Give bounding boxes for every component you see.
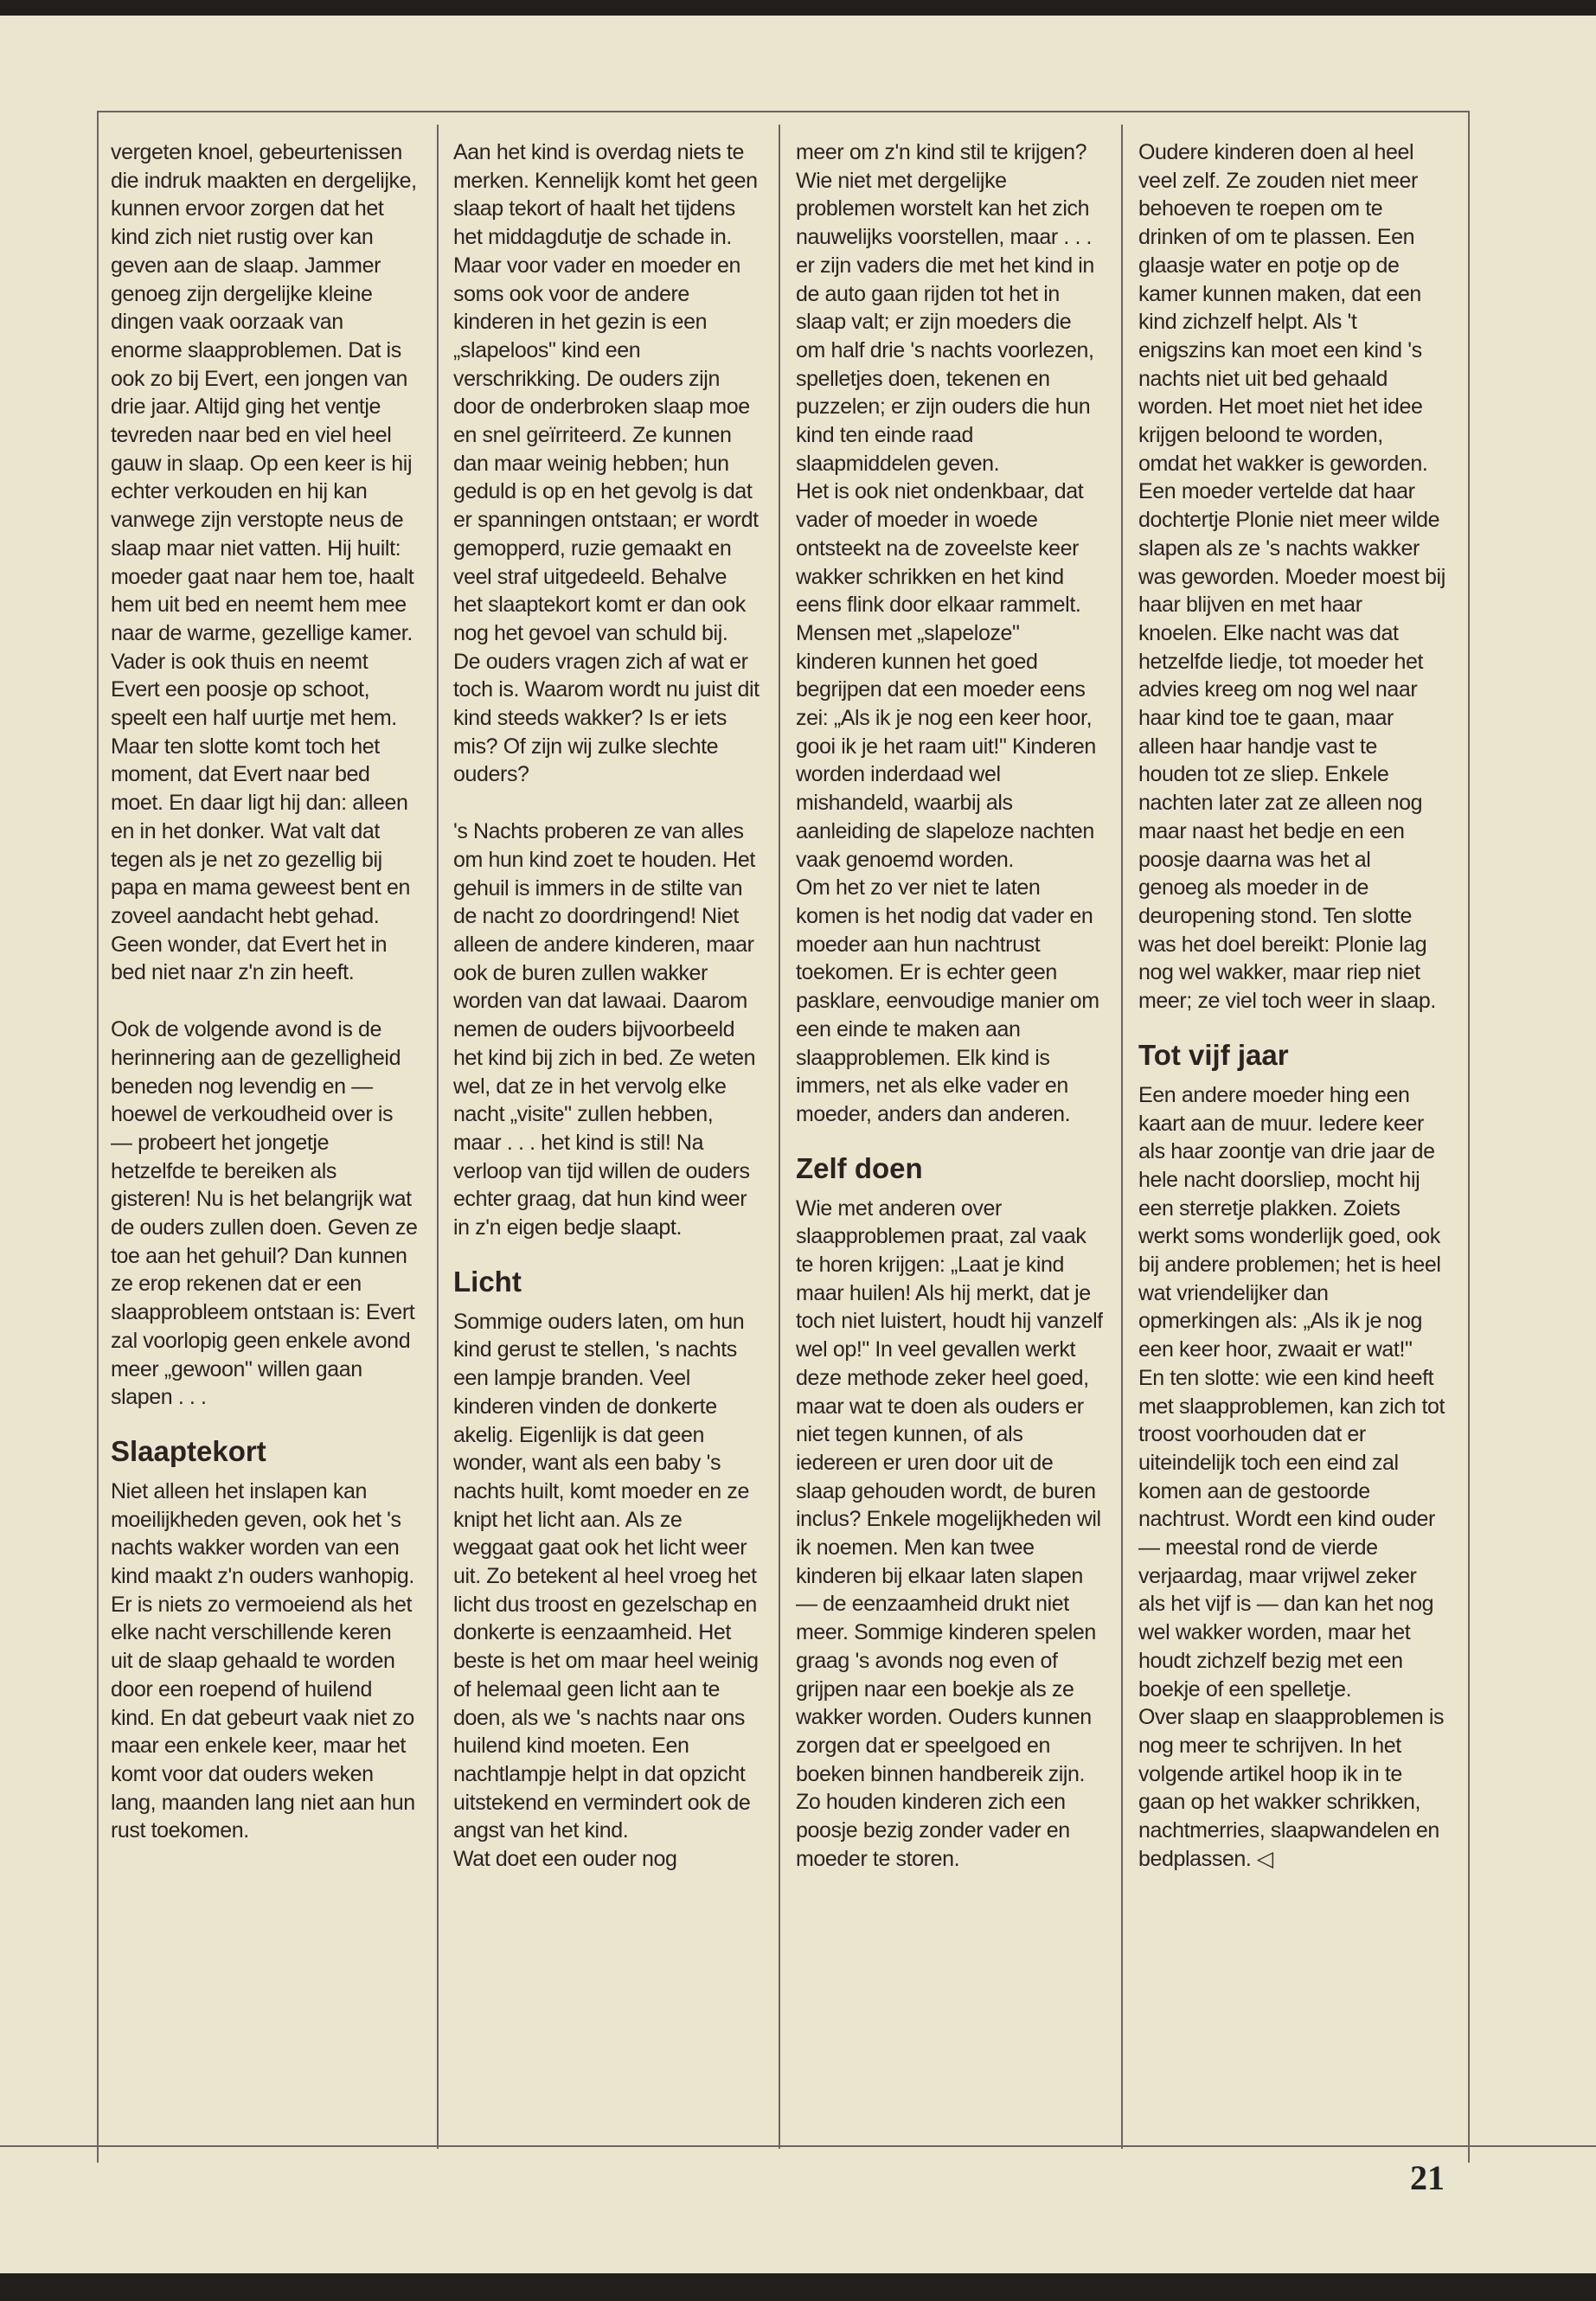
column-divider (779, 125, 780, 2149)
body-paragraph: meer om z'n kind stil te krijgen? Wie niet met dergelijke problemen worstelt kan het zich nauwelijks voorstellen, maar . . . er zijn vaders die met het kind in de auto gaan rijden tot het in slaap valt; er zijn moeders die om half drie 's nachts voorlezen, spelletjes doen, tekenen en puzzelen; er zijn ouders die hun kind ten einde raad slaapmiddelen geven. (796, 140, 1094, 476)
article-column-4 (1138, 138, 1445, 2163)
article-column-2 (453, 138, 760, 2163)
body-paragraph: Wie met anderen over slaapproblemen praat, zal vaak te horen krijgen: „Laat je kind maar huilen! Als hij merkt, dat je toch niet luistert, houdt hij vanzelf wel op!" In veel gevallen werkt deze methode zeker heel goed, maar wat te doen als ouders er niet tegen kunnen, of als iedereen er uren door uit de slaap gehouden wordt, de buren inclus? Enkele mogelijkheden wil ik noemen. Men kan twee kinderen bij elkaar laten slapen — de eenzaamheid drukt niet meer. Sommige kinderen spelen graag 's avonds nog even of grijpen naar een boekje als ze wakker worden. Ouders kunnen zorgen dat er speelgoed en boeken binnen handbereik zijn. Zo houden kinderen zich een poosje bezig zonder vader en moeder te storen. (796, 1195, 1103, 1871)
body-paragraph: vergeten knoel, gebeurtenissen die indruk maakten en dergelijke, kunnen ervoor zorgen dat het kind zich niet rustig over kan geven aan de slaap. Jammer genoeg zijn dergelijke kleine dingen vaak oorzaak van enorme slaapproblemen. Dat is ook zo bij Evert, een jongen van drie jaar. Altijd ging het ventje tevreden naar bed en viel heel gauw in slaap. Op een keer is hij echter verkouden en hij kan vanwege zijn verstopte neus de slaap maar niet vatten. Hij huilt: moeder gaat naar hem toe, haalt hem uit bed en neemt hem mee naar de warme, gezellige kamer. Vader is ook thuis en neemt Evert een poosje op schoot, speelt een half uurtje met hem. (111, 140, 417, 731)
article-column-3 (796, 138, 1103, 2163)
body-paragraph: Sommige ouders laten, om hun kind gerust te stellen, 's nachts een lampje branden. Veel kinderen vinden de donkerte akelig. Eigenlijk is dat geen wonder, want als een baby 's nachts huilt, komt moeder en ze knipt het licht aan. Als ze weggaat gaat ook het licht weer uit. Zo betekent al heel vroeg het licht dus troost en gezelschap en donkerte is eenzaamheid. Het beste is het om maar heel weinig of helemaal geen licht aan te doen, als we 's nachts naar ons huilend kind moeten. Een nachtlampje helpt in dat opzicht uitstekend en vermindert ook de angst van het kind. (453, 1309, 759, 1843)
body-paragraph: Een andere moeder hing een kaart aan de muur. Iedere keer als haar zoontje van drie jaar de hele nacht doorsliep, mocht hij een sterretje plakken. Zoiets werkt soms wonderlijk goed, ook bij andere problemen; het is heel wat vriendelijker dan opmerkingen als: „Als ik je nog een keer hoor, zwaait er wat!" (1138, 1082, 1441, 1362)
body-paragraph: Het is ook niet ondenkbaar, dat vader of moeder in woede ontsteekt na de zoveelste keer wakker schrikken en het kind eens flink door elkaar rammelt. Mensen met „slapeloze" kinderen kunnen het goed begrijpen dat een moeder eens zei: „Als ik je nog een keer hoor, gooi ik je het raam uit!" Kinderen worden inderdaad wel mishandeld, waarbij als aanleiding de slapeloze nachten vaak genoemd worden. (796, 479, 1096, 872)
body-paragraph: Maar ten slotte komt toch het moment, dat Evert naar bed moet. En daar ligt hij dan: alleen en in het donker. Wat valt dat tegen als je net zo gezellig bij papa en mama geweest bent en zoveel aandacht hebt gehad. Geen wonder, dat Evert het in bed niet naar z'n zin heeft. (111, 734, 410, 985)
body-paragraph: En ten slotte: wie een kind heeft met slaapproblemen, kan zich tot troost voorhouden dat er uiteindelijk toch een eind zal komen aan de gestoorde nachtrust. Wordt een kind ouder — meestal rond de vierde verjaardag, maar vrijwel zeker als het vijf is — dan kan het nog wel wakker worden, maar het houdt zichzelf bezig met een boekje of een spelletje. (1138, 1365, 1445, 1702)
section-heading: Licht (453, 1265, 522, 1298)
body-paragraph: Wat doet een ouder nog (453, 1847, 677, 1872)
column-divider (437, 125, 439, 2149)
body-paragraph: Over slaap en slaapproblemen is nog meer te schrijven. In het volgende artikel hoop ik in te gaan op het wakker schrikken, nachtmerries, slaapwandelen en bedplassen. ◁ (1138, 1705, 1445, 1871)
article-column-1 (111, 138, 418, 2163)
body-paragraph: Oudere kinderen doen al heel veel zelf. Ze zouden niet meer behoeven te roepen om te drinken of om te plassen. Een glaasje water en potje op de kamer kunnen maken, dat een kind zichzelf helpt. Als 't enigszins kan moet een kind 's nachts niet uit bed gehaald worden. Het moet niet het idee krijgen beloond te worden, omdat het wakker is geworden. Een moeder vertelde dat haar dochtertje Plonie niet meer wilde slapen als ze 's nachts wakker was geworden. Moeder moest bij haar blijven en met haar knoelen. Elke nacht was dat hetzelfde liedje, tot moeder het advies kreeg om nog wel naar haar kind toe te gaan, maar alleen haar handje vast te houden tot ze sliep. Enkele nachten later zat ze alleen nog maar naast het bedje en een poosje daarna was het al genoeg als moeder in de deuropening stond. Ten slotte was het doel bereikt: Plonie lag nog wel wakker, maar riep niet meer; ze viel toch weer in slaap. (1138, 140, 1445, 1014)
section-heading: Slaaptekort (111, 1434, 266, 1467)
page-number: 21 (1410, 2158, 1445, 2197)
body-paragraph: Ook de volgende avond is de herinnering aan de gezelligheid beneden nog levendig en — hoewel de verkoudheid over is — probeert het jongetje hetzelfde te bereiken als gisteren! Nu is het belangrijk wat de ouders zullen doen. Geven ze toe aan het gehuil? Dan kunnen ze erop rekenen dat er een slaapprobleem ontstaan is: Evert zal voorlopig geen enkele avond meer „gewoon" willen gaan slapen . . . (111, 1017, 418, 1410)
section-heading: Tot vijf jaar (1138, 1038, 1289, 1071)
body-paragraph: 's Nachts proberen ze van alles om hun kind zoet te houden. Het gehuil is immers in de stilte van de nacht zo doordringend! Niet alleen de andere kinderen, maar ook de buren zullen wakker worden van dat lawaai. Daarom nemen de ouders bijvoorbeeld het kind bij zich in bed. Ze weten wel, dat ze in het vervolg elke nacht „visite" zullen hebben, maar . . . het kind is stil! Na verloop van tijd willen de ouders echter graag, dat hun kind weer in z'n eigen bedje slaapt. (453, 819, 756, 1240)
section-heading: Zelf doen (796, 1151, 923, 1184)
body-paragraph: Niet alleen het inslapen kan moeilijkheden geven, ook het 's nachts wakker worden van een kind maakt z'n ouders wanhopig. Er is niets zo vermoeiend als het elke nacht verschillende keren uit de slaap gehaald te worden door een roepend of huilend kind. En dat gebeurt vaak niet zo maar een enkele keer, maar het komt voor dat ouders weken lang, maanden lang niet aan hun rust toekomen. (111, 1478, 415, 1843)
column-divider (1121, 125, 1123, 2149)
magazine-page (0, 16, 1596, 2273)
body-paragraph: Aan het kind is overdag niets te merken. Kennelijk komt het geen slaap tekort of haalt het tijdens het middagdutje de schade in. Maar voor vader en moeder en soms ook voor de andere kinderen in het gezin is een „slapeloos" kind een verschrikking. De ouders zijn door de onderbroken slaap moe en snel geïrriteerd. Ze kunnen dan maar weinig hebben; hun geduld is op en het gevolg is dat er spanningen ontstaan; er wordt gemopperd, ruzie gemaakt en veel straf uitgedeeld. Behalve het slaaptekort komt er dan ook nog het gevoel van schuld bij. De ouders vragen zich af wat er toch is. Waarom wordt nu juist dit kind steeds wakker? Is er iets mis? Of zijn wij zulke slechte ouders? (453, 140, 760, 787)
body-paragraph: Om het zo ver niet te laten komen is het nodig dat vader en moeder aan hun nachtrust toekomen. Er is echter geen pasklare, eenvoudige manier om een einde te maken aan slaapproblemen. Elk kind is immers, net als elke vader en moeder, anders dan anderen. (796, 875, 1099, 1126)
